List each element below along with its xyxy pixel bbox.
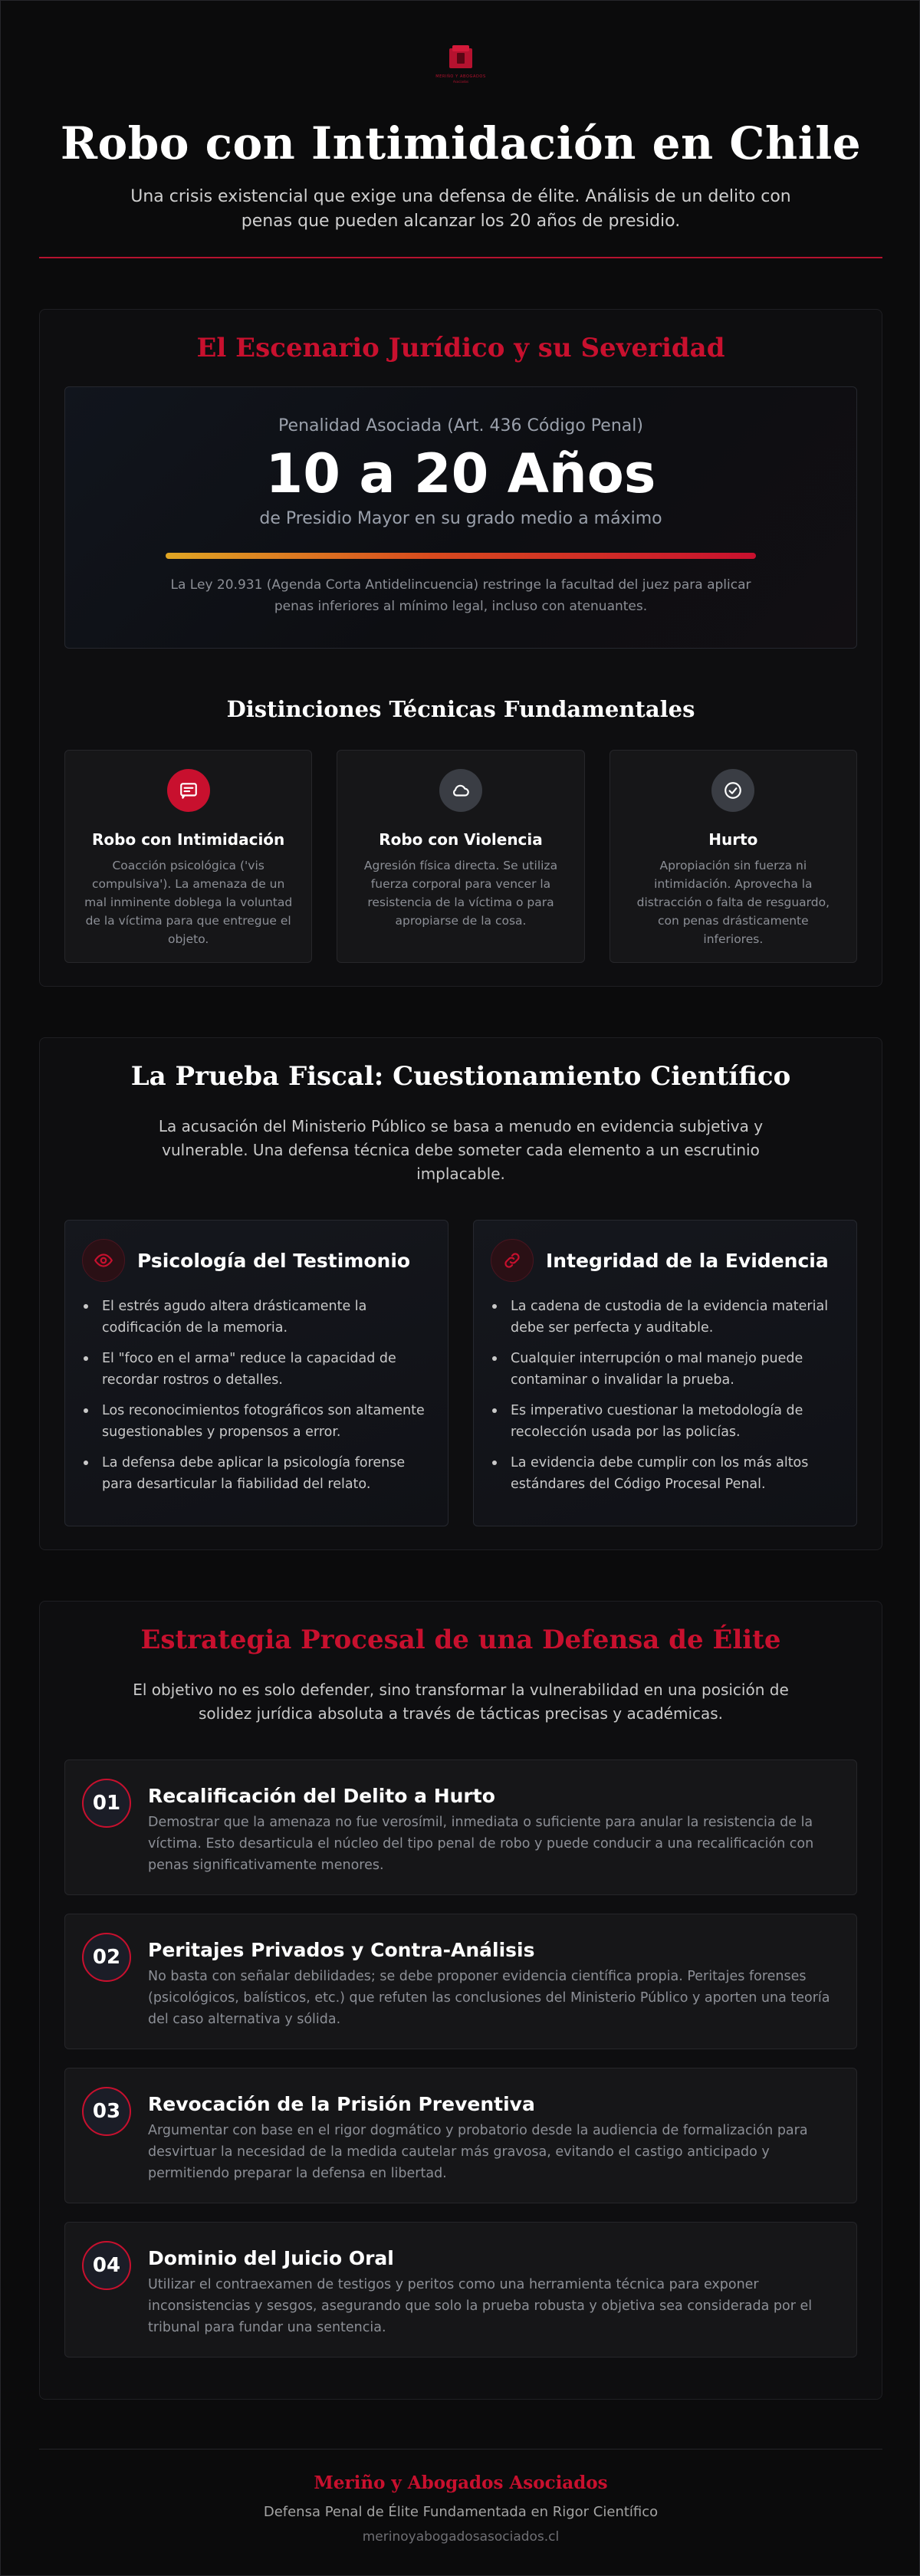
penalty-label: Penalidad Asociada (Art. 436 Código Penal) xyxy=(278,416,643,435)
check-circle-icon xyxy=(711,769,754,812)
proof-card-title: Psicología del Testimonio xyxy=(137,1249,411,1272)
proof-section xyxy=(39,1037,882,1550)
page-subtitle: Una crisis existencial que exige una defensa de élite. Análisis de un delito con penas que pueden alcanzar los 20 años de presidio. xyxy=(130,187,791,231)
proof-title: La Prueba Fiscal: Cuestionamiento Científico xyxy=(130,1061,791,1092)
distinction-title: Hurto xyxy=(708,830,758,849)
list-item: La evidencia debe cumplir con los más altos estándares del Código Procesal Penal. xyxy=(491,1452,840,1495)
scenario-section xyxy=(39,309,882,987)
list-item: La cadena de custodia de la evidencia material debe ser perfecta y auditable. xyxy=(491,1296,840,1339)
proof-grid xyxy=(64,1220,857,1526)
list-item: El "foco en el arma" reduce la capacidad de recordar rostros o detalles. xyxy=(82,1348,431,1391)
proof-card-testimonio xyxy=(64,1220,449,1526)
list-item: Los reconocimientos fotográficos son altamente sugestionables y propensos a error. xyxy=(82,1400,431,1443)
strategy-step-03 xyxy=(64,2068,857,2203)
strategy-steps xyxy=(64,1760,857,2358)
proof-card-evidencia xyxy=(473,1220,857,1526)
logo-text: MERIÑO Y ABOGADOS xyxy=(435,74,486,79)
step-text: Argumentar con base en el rigor dogmático y probatorio desde la audiencia de formalización para desvirtuar la necesidad de la medida cautelar más gravosa, evitando el castigo anticipado y permitiendo preparar la defensa en libertad. xyxy=(148,2123,808,2181)
page-title: Robo con Intimidación en Chile xyxy=(60,117,862,169)
proof-list xyxy=(491,1296,840,1495)
penalty-box xyxy=(64,386,857,649)
distinction-card-violencia xyxy=(337,750,584,963)
scenario-title: El Escenario Jurídico y su Severidad xyxy=(196,333,725,363)
strategy-step-01 xyxy=(64,1760,857,1895)
strategy-intro: El objetivo no es solo defender, sino transformar la vulnerabilidad en una posición de solidez jurídica absoluta a través de tácticas precisas y académicas. xyxy=(133,1681,789,1723)
step-text: Demostrar que la amenaza no fue verosímil, inmediata o suficiente para anular la resistencia de la víctima. Esto desarticula el núcleo del tipo penal de robo y puede conducir a una recalificación con penas significativamente menores. xyxy=(148,1815,814,1873)
proof-card-title: Integridad de la Evidencia xyxy=(546,1249,829,1272)
strategy-step-02 xyxy=(64,1914,857,2049)
logo xyxy=(39,1,882,84)
step-number: 04 xyxy=(82,2241,131,2290)
step-title: Recalificación del Delito a Hurto xyxy=(148,1785,495,1807)
header-divider xyxy=(39,257,882,258)
list-item: Cualquier interrupción o mal manejo puede contaminar o invalidar la prueba. xyxy=(491,1348,840,1391)
list-item: Es imperativo cuestionar la metodología de recolección usada por las policías. xyxy=(491,1400,840,1443)
cloud-icon xyxy=(439,769,482,812)
penalty-value: 10 a 20 Años xyxy=(265,442,656,505)
strategy-title: Estrategia Procesal de una Defensa de Élite xyxy=(140,1625,781,1655)
step-title: Peritajes Privados y Contra-Análisis xyxy=(148,1939,535,1961)
strategy-section xyxy=(39,1601,882,2400)
list-item: El estrés agudo altera drásticamente la codificación de la memoria. xyxy=(82,1296,431,1339)
proof-list xyxy=(82,1296,431,1495)
logo-mark-icon xyxy=(446,44,475,71)
distinction-card-intimidacion xyxy=(64,750,312,963)
severity-gradient-bar xyxy=(166,553,756,559)
eye-icon xyxy=(82,1239,125,1282)
footer xyxy=(39,2450,882,2575)
step-text: No basta con señalar debilidades; se debe proponer evidencia científica propia. Peritajes forenses (psicológicos, balísticos, etc.) que refuten las conclusiones del Ministerio Público y aporten una teoría del caso alternativa y sólida. xyxy=(148,1969,830,2027)
distinction-text: Apropiación sin fuerza ni intimidación. Aprovecha la distracción o falta de resguardo, con penas drásticamente inferiores. xyxy=(636,859,830,946)
proof-intro: La acusación del Ministerio Público se basa a menudo en evidencia subjetiva y vulnerable. Una defensa técnica debe someter cada elemento a un escrutinio implacable. xyxy=(158,1117,764,1183)
message-icon xyxy=(167,769,210,812)
distinction-text: Agresión física directa. Se utiliza fuerza corporal para vencer la resistencia de la víctima o para apropiarse de la cosa. xyxy=(363,859,558,928)
distinctions-grid xyxy=(64,750,857,963)
step-number: 02 xyxy=(82,1933,131,1982)
step-number: 03 xyxy=(82,2087,131,2136)
distinction-card-hurto xyxy=(610,750,857,963)
distinctions-title: Distinciones Técnicas Fundamentales xyxy=(226,696,695,722)
footer-tagline: Defensa Penal de Élite Fundamentada en Rigor Científico xyxy=(263,2504,659,2520)
distinction-title: Robo con Intimidación xyxy=(92,830,285,849)
penalty-sub: de Presidio Mayor en su grado medio a máximo xyxy=(259,509,662,528)
step-title: Revocación de la Prisión Preventiva xyxy=(148,2093,535,2115)
link-icon xyxy=(491,1239,534,1282)
step-number: 01 xyxy=(82,1779,131,1828)
step-text: Utilizar el contraexamen de testigos y peritos como una herramienta técnica para exponer inconsistencias y sesgos, asegurando que solo la prueba robusta y objetiva sea considerada por el tribunal para fundar una sentencia. xyxy=(148,2277,813,2335)
distinction-text: Coacción psicológica ('vis compulsiva'). La amenaza de un mal inminente doblega la voluntad de la víctima para que entregue el objeto. xyxy=(84,859,293,946)
distinction-title: Robo con Violencia xyxy=(379,830,543,849)
penalty-note: La Ley 20.931 (Agenda Corta Antidelincuencia) restringe la facultad del juez para aplicar penas inferiores al mínimo legal, incluso con atenuantes. xyxy=(170,577,751,614)
footer-website-link[interactable]: merinoyabogadosasociados.cl xyxy=(362,2529,560,2545)
list-item: La defensa debe aplicar la psicología forense para desarticular la fiabilidad del relato. xyxy=(82,1452,431,1495)
strategy-step-04 xyxy=(64,2222,857,2358)
step-title: Dominio del Juicio Oral xyxy=(148,2247,394,2269)
logo-sub: Asociados xyxy=(452,80,469,84)
footer-firm-name: Meriño y Abogados Asociados xyxy=(314,2472,608,2493)
